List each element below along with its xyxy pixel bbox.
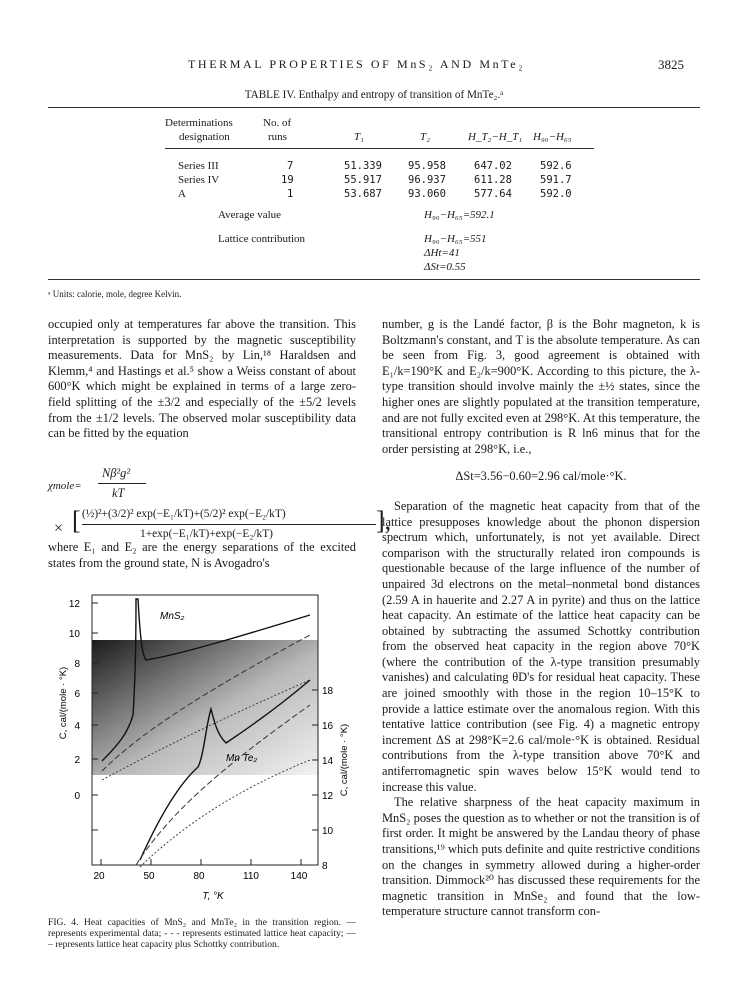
figure-caption: FIG. 4. Heat capacities of MnS₂ and MnTe₂ in the transition region. — represents experimental data; - - - represents estimated lattice heat capacity; — – represents lattice heat capacity plus Schottky contribution. [48, 917, 356, 950]
y-left-tick: 12 [68, 599, 80, 610]
table-top-rule [48, 107, 700, 108]
row-designation: A [178, 188, 186, 200]
row-h: 647.02 [474, 160, 512, 172]
page-number: 3825 [658, 57, 684, 72]
average-value: H₉₀−H₆₅=592.1 [424, 209, 495, 221]
row-t2: 96.937 [408, 174, 446, 186]
header-designation-2: designation [179, 131, 230, 143]
y-axis-left-label: C, cal/(mole · °K) [58, 666, 69, 740]
row-h2: 592.0 [540, 188, 572, 200]
y-right-tick: 10 [322, 826, 334, 837]
y-left-tick: 0 [74, 791, 80, 802]
row-h: 611.28 [474, 174, 512, 186]
row-designation: Series IV [178, 174, 220, 186]
figure-4 [48, 585, 358, 915]
left-paragraph: occupied only at temperatures far above the transition. This interpretation is supported by the magnetic susceptibility measurements. Data for MnS₂ by Lin,¹⁸ Haraldsen and Klemm,⁴ and Hastings et al.⁵ show a Weiss constant of about 600°K which might be explained in terms of a large zero-field splitting of the ±3/2 and especially of the ±5/2 levels from the ±1/2 levels. The observed molar susceptibility data can be fitted by the equation [48, 317, 356, 441]
y-left-tick: 4 [74, 721, 80, 732]
row-t1: 51.339 [344, 160, 382, 172]
eq-bracket-numerator: (½)²+(3/2)² exp(−E₁/kT)+(5/2)² exp(−E₂/kT) [82, 508, 286, 520]
row-h2: 591.7 [540, 174, 572, 186]
right-paragraph: Separation of the magnetic heat capacity from that of the lattice presupposes knowledge about the phonon dispersion spectrum which, unfortunately, is not yet available. Direct comparison with the structurally related iron compounds is questionable because of the large influence of the number of unpaired 3d electrons on the metal–nonmetal bond distances (2.59 A in hauerite and 2.27 A in pyrite) and thus on the lattice heat capacity. An estimate of the lattice heat capacity can be obtained by subtracting the assumed Schottky contribution from the observed heat capacity in the region above 70°K (where the contribution of the λ-type transition presumably vanishes) and calculating θD's for residual heat capacity. These are joined smoothly with those in the region 10–15°K to provide a lattice estimate over the anomalous region. With this tentative lattice contribution (see Fig. 4) a magnetic entropy increment ΔS at 298°K=2.6 cal/mole·°K is obtained. Residual contributions from the λ-type transition above 70°K and antiferromagnetic spin waves below 15°K would tend to increase this value. [382, 498, 700, 794]
row-h2: 592.6 [540, 160, 572, 172]
x-tick: 140 [290, 871, 308, 882]
header-h: H_T₂−H_T₁ [468, 131, 523, 143]
header-t1: T₁ [354, 131, 364, 143]
lattice-value: H₉₀−H₆₅=551 [424, 233, 487, 245]
left-column [48, 317, 356, 442]
bottom-axis-ticks [101, 859, 301, 865]
y-left-tick: 2 [74, 755, 80, 766]
x-tick: 110 [243, 871, 259, 882]
curve-label-mns2: MnS₂ [160, 611, 185, 622]
row-h: 577.64 [474, 188, 512, 200]
lattice-value: ΔSt=0.55 [424, 261, 466, 273]
right-paragraph: number, g is the Landé factor, β is the Bohr magneton, k is Boltzmann's constant, and T is the absolute temperature. As can be seen from Fig. 3, good agreement is obtained with E₁/k=190°K and E₂/k=900°K. According to this picture, the λ-type transition should involve mainly the ±½ states, since the higher ones are slightly populated at the transition temperature, and are not fully excited even at 298°K. At this temperature, the transitional entropy contribution is R ln6 minus that for the order persisting at 298°K, i.e., [382, 317, 700, 456]
right-paragraph: The relative sharpness of the heat capacity maximum in MnS₂ poses the question as to whether or not the transition is of first order. It might be answered by the Landau theory of phase transitions,¹⁹ which puts definite and quite restrictive conditions on the changes in symmetry allowed during a higher-order transition. Dimmock²⁰ has discussed these requirements for the magnetic transition in MnSe₂ and found that the low-temperature structure cannot transform con- [382, 795, 700, 919]
y-right-tick: 16 [322, 721, 334, 732]
x-axis-label: T, °K [202, 891, 224, 902]
row-t2: 95.958 [408, 160, 446, 172]
row-t1: 53.687 [344, 188, 382, 200]
eq-bracket-denominator: 1+exp(−E₁/kT)+exp(−E₂/kT) [140, 528, 273, 540]
x-tick: 50 [143, 871, 155, 882]
susceptibility-equation [48, 466, 392, 540]
y-left-tick: 8 [74, 659, 80, 670]
row-t2: 93.060 [408, 188, 446, 200]
y-right-tick: 8 [322, 861, 328, 872]
table-header-rule [165, 148, 594, 149]
eq-numerator: Nβ²g² [102, 466, 131, 480]
y-right-tick: 12 [322, 791, 334, 802]
curve-label-mnte2: Mn Te₂ [226, 753, 258, 764]
row-designation: Series III [178, 160, 219, 172]
entropy-equation: ΔSt=3.56−0.60=2.96 cal/mole·°K. [455, 469, 627, 484]
x-tick: 80 [193, 871, 205, 882]
eq-left-bracket: [ [72, 506, 81, 535]
lattice-value: ΔHt=41 [424, 247, 460, 259]
row-t1: 55.917 [344, 174, 382, 186]
table-bottom-rule [48, 279, 700, 280]
eq-lhs: χmole= [48, 480, 82, 492]
x-tick: 20 [93, 871, 105, 882]
y-left-tick: 10 [68, 629, 80, 640]
right-column [382, 317, 700, 920]
average-label: Average value [218, 209, 282, 221]
row-runs: 1 [287, 188, 294, 200]
table-footnote: ᵃ Units: calorie, mole, degree Kelvin. [48, 289, 182, 299]
y-axis-right-label: C, cal/(mole · °K) [339, 723, 350, 797]
eq-times: × [54, 520, 64, 537]
eq-right-bracket: ], [376, 506, 392, 535]
y-right-tick: 18 [322, 686, 334, 697]
left-paragraph: where E₁ and E₂ are the energy separations of the excited states from the ground state, N is Avogadro's [48, 540, 356, 570]
header-t2: T₂ [420, 131, 430, 143]
shaded-inset [92, 640, 318, 775]
y-right-tick: 14 [322, 756, 334, 767]
eq-denominator: kT [112, 486, 125, 500]
eq-fraction-bar [98, 483, 146, 484]
running-title: THERMAL PROPERTIES OF MnS₂ AND MnTe₂ [188, 57, 525, 71]
y-left-tick: 6 [74, 689, 80, 700]
mnte2-lattice-estimate [140, 760, 310, 867]
lattice-label: Lattice contribution [218, 233, 306, 245]
eq-bracket-bar [82, 524, 376, 525]
table-caption: TABLE IV. Enthalpy and entropy of transition of MnTe₂.ᵃ [244, 89, 504, 101]
header-h2: H₉₀−H₆₅ [533, 131, 572, 143]
row-runs: 7 [287, 160, 294, 172]
header-runs-2: runs [268, 131, 287, 143]
header-runs-1: No. of [263, 117, 292, 129]
row-runs: 19 [281, 174, 294, 186]
header-designation-1: Determinations [165, 117, 233, 129]
left-column-continued [48, 540, 356, 571]
